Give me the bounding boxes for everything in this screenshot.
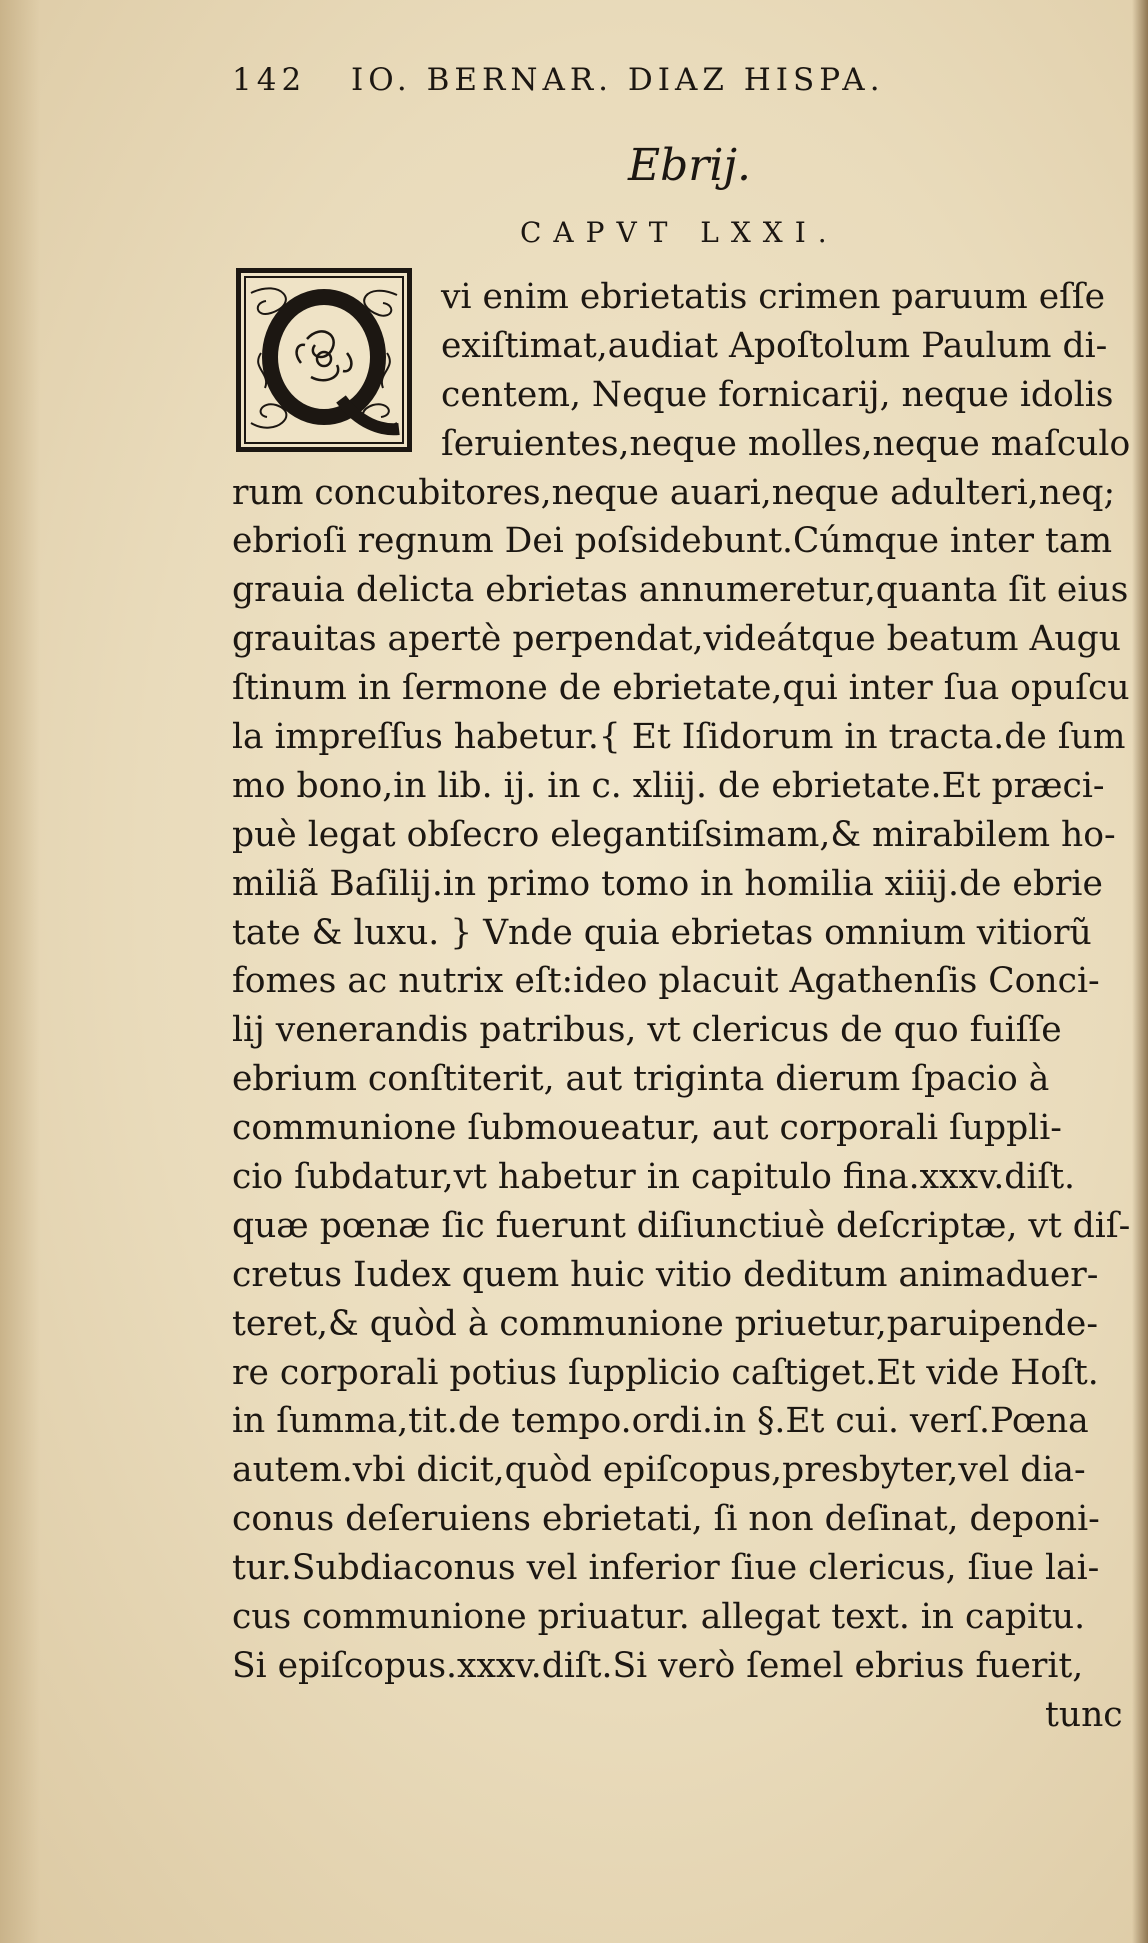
text-line: rum concubitores,neque auari,neque adulteri,neq; — [232, 472, 1116, 513]
catchword: tunc — [1045, 1694, 1123, 1735]
text-line: exiſtimat,audiat Apoſtolum Paulum di- — [441, 325, 1108, 366]
text-line: grauia delicta ebrietas annumeretur,quanta ſit eius — [232, 570, 1129, 611]
text-line: conus deſeruiens ebrietati, ſi non deſinat, deponi- — [232, 1499, 1100, 1540]
running-header — [232, 62, 885, 98]
text-line: vi enim ebrietatis crimen paruum eſſe — [441, 277, 1106, 317]
text-line: ebrioſi regnum Dei poſsidebunt.Cúmque inter tam — [232, 521, 1113, 562]
chapter-heading: CAPVT LXXI. — [520, 216, 839, 249]
text-line: tate & luxu. } Vnde quia ebrietas omnium vitiorũ — [232, 912, 1092, 953]
text-line: grauitas apertè perpendat,videátque beatum Augu — [232, 619, 1121, 660]
page-number: 142 — [232, 62, 307, 98]
text-line: ebrium conſtiterit, aut triginta dierum ſpacio à — [232, 1059, 1050, 1100]
text-line: autem.vbi dicit,quòd epiſcopus,presbyter,vel dia- — [232, 1450, 1086, 1491]
text-line: cus communione priuatur. allegat text. in capitu. — [232, 1597, 1086, 1638]
running-title: IO. BERNAR. DIAZ HISPA. — [351, 62, 885, 98]
text-line: ſtinum in ſermone de ebrietate,qui inter ſua opuſcu — [232, 668, 1130, 709]
text-line: in ſumma,tit.de tempo.ordi.in §.Et cui. verſ.Pœna — [232, 1401, 1089, 1442]
text-line: tur.Subdiaconus vel inferior ſiue clericus, ſiue lai- — [232, 1548, 1100, 1589]
text-line: cio ſubdatur,vt habetur in capitulo fina.xxxv.diſt. — [232, 1157, 1076, 1198]
text-line: miliã Baſilij.in primo tomo in homilia xiiij.de ebrie — [232, 863, 1103, 904]
text-line: la impreſſus habetur.{ Et Iſidorum in tracta.de ſum — [232, 717, 1126, 758]
text-line: centem, Neque fornicarij, neque idolis — [441, 374, 1114, 415]
text-line: Si epiſcopus.xxxv.diſt.Si verò ſemel ebrius fuerit, — [232, 1645, 1084, 1686]
text-line: puè legat obſecro elegantiſsimam,& mirabilem ho- — [232, 814, 1116, 855]
text-line: re corporali potius ſupplicio caſtiget.Et vide Hoſt. — [232, 1352, 1099, 1393]
text-line: cretus Iudex quem huic vitio deditum animaduer- — [232, 1254, 1099, 1295]
section-title: Ebrij. — [628, 140, 752, 191]
text-line: fomes ac nutrix eſt:ideo placuit Agathenſis Conci- — [232, 961, 1100, 1002]
text-line: quæ pœnæ ſic fuerunt diſiunctiuè deſcriptæ, vt diſ- — [232, 1205, 1131, 1246]
body-text — [232, 273, 1132, 1740]
text-line: lij venerandis patribus, vt clericus de quo fuiſſe — [232, 1010, 1062, 1051]
text-line: communione ſubmoueatur, aut corporali ſuppli- — [232, 1108, 1062, 1149]
text-line: teret,& quòd à communione priuetur,paruipende- — [232, 1303, 1099, 1344]
text-line: ſeruientes,neque molles,neque maſculo — [441, 423, 1131, 464]
text-line: mo bono,in lib. ij. in c. xliij. de ebrietate.Et præci- — [232, 765, 1105, 806]
